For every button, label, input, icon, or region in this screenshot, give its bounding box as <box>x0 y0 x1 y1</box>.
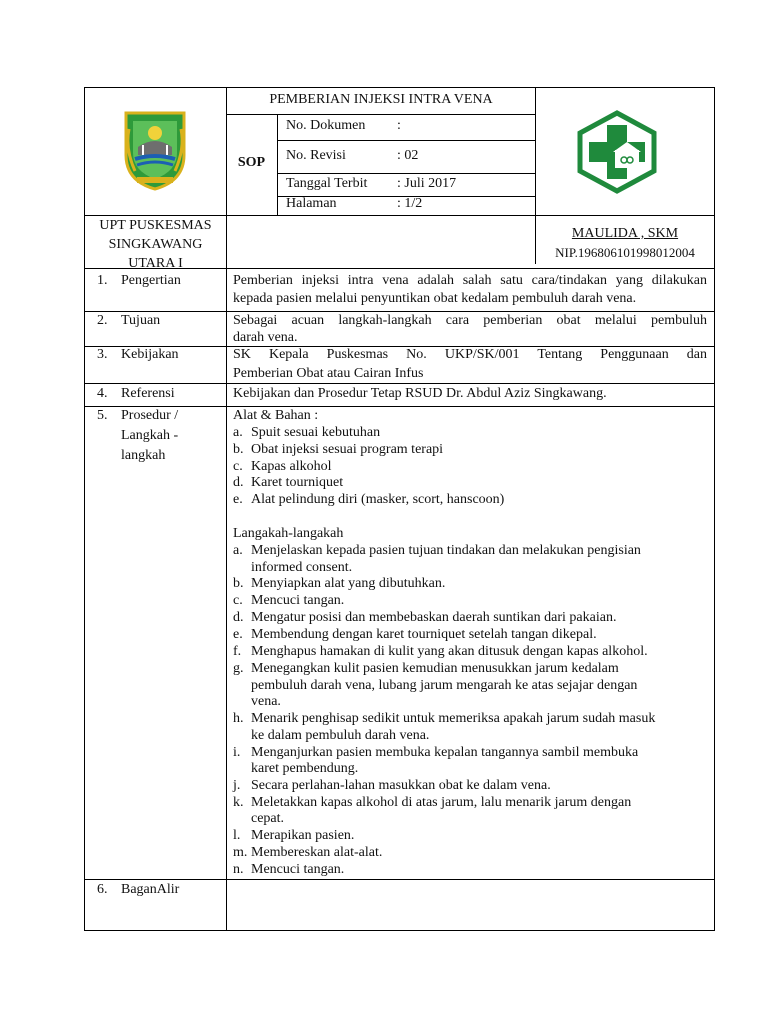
puskesmas-green-cross-icon <box>575 110 659 194</box>
list-item: Membendung dengan karet tourniquet setelah tangan dikepal. <box>251 627 597 642</box>
grid-line <box>277 140 536 141</box>
steps-heading: Langakah-langakah <box>233 526 344 541</box>
doc-number-value: : <box>397 118 401 133</box>
section-label: BaganAlir <box>121 882 180 897</box>
organization-line: SINGKAWANG <box>108 237 203 252</box>
list-item: Membereskan alat-alat. <box>251 845 383 860</box>
revision-value: : 02 <box>397 148 419 163</box>
section-number: 6. <box>97 882 108 897</box>
revision-label: No. Revisi <box>286 148 346 163</box>
list-item: Alat pelindung diri (masker, scort, hanscoon) <box>251 492 505 507</box>
section-number: 1. <box>97 273 108 288</box>
grid-line <box>277 173 536 174</box>
flowchart-area <box>227 881 714 930</box>
page-value: : 1/2 <box>397 196 423 211</box>
list-marker: e. <box>233 627 243 642</box>
section-text-line: darah vena. <box>233 330 298 345</box>
section-text-line: Pemberian injeksi intra vena adalah salah satu cara/tindakan yang dilakukan <box>233 273 707 288</box>
section-label: langkah <box>121 448 166 463</box>
section-label: Prosedur / <box>121 408 179 423</box>
signatory-nip: NIP.196806101998012004 <box>555 245 695 260</box>
section-text-line: Sebagai acuan langkah-langkah cara pemberian obat melalui pembuluh <box>233 313 707 328</box>
list-item: vena. <box>251 694 281 709</box>
section-label: Kebijakan <box>121 347 179 362</box>
list-item: Mencuci tangan. <box>251 862 345 877</box>
list-item: Menyiapkan alat yang dibutuhkan. <box>251 576 446 591</box>
section-number: 5. <box>97 408 108 423</box>
list-item: Mengatur posisi dan membebaskan daerah suntikan dari pakaian. <box>251 610 617 625</box>
list-item: Karet tourniquet <box>251 475 344 490</box>
list-item: Obat injeksi sesuai program terapi <box>251 442 444 457</box>
list-marker: h. <box>233 711 244 726</box>
section-label: Langkah - <box>121 428 179 443</box>
sop-document <box>84 87 715 931</box>
list-marker: c. <box>233 593 243 608</box>
list-item: Meletakkan kapas alkohol di atas jarum, lalu menarik jarum dengan <box>251 795 632 810</box>
list-item: Secara perlahan-lahan masukkan obat ke dalam vena. <box>251 778 551 793</box>
grid-line <box>277 114 278 216</box>
list-marker: a. <box>233 425 243 440</box>
section-label: Tujuan <box>121 313 161 328</box>
list-marker: c. <box>233 459 243 474</box>
section-number: 2. <box>97 313 108 328</box>
list-item: informed consent. <box>251 560 353 575</box>
signatory-name: MAULIDA , SKM <box>571 226 679 241</box>
list-marker: g. <box>233 661 244 676</box>
list-item: Kapas alkohol <box>251 459 332 474</box>
materials-heading: Alat & Bahan : <box>233 408 319 423</box>
list-marker: i. <box>233 745 241 760</box>
list-item: Merapikan pasien. <box>251 828 355 843</box>
list-marker: n. <box>233 862 244 877</box>
doc-number-label: No. Dokumen <box>286 118 366 133</box>
list-item: cepat. <box>251 811 285 826</box>
list-item: Menghapus hamakan di kulit yang akan ditusuk dengan kapas alkohol. <box>251 644 648 659</box>
list-marker: b. <box>233 442 244 457</box>
list-item: Menjelaskan kepada pasien tujuan tindakan dan melakukan pengisian <box>251 543 641 558</box>
list-item: Mencuci tangan. <box>251 593 345 608</box>
section-text-line: Kebijakan dan Prosedur Tetap RSUD Dr. Abdul Aziz Singkawang. <box>233 386 607 401</box>
list-marker: m. <box>233 845 248 860</box>
sop-label: SOP <box>237 155 266 170</box>
list-item: pembuluh darah vena, lubang jarum mengarah ke atas sejajar dengan <box>251 678 638 693</box>
list-marker: l. <box>233 828 241 843</box>
issue-date-label: Tanggal Terbit <box>286 176 368 191</box>
organization-line: UTARA I <box>128 256 183 271</box>
list-marker: f. <box>233 644 242 659</box>
list-marker: e. <box>233 492 243 507</box>
section-number: 3. <box>97 347 108 362</box>
section-text-line: Pemberian Obat atau Cairan Infus <box>233 366 424 381</box>
list-marker: a. <box>233 543 243 558</box>
list-marker: j. <box>233 778 241 793</box>
grid-line <box>85 383 714 384</box>
issue-date-value: : Juli 2017 <box>397 176 457 191</box>
section-number: 4. <box>97 386 108 401</box>
list-item: Menarik penghisap sedikit untuk memeriksa apakah jarum sudah masuk <box>251 711 656 726</box>
page-label: Halaman <box>286 196 337 211</box>
section-label: Pengertian <box>121 273 181 288</box>
list-item: Menegangkan kulit pasien kemudian menusukkan jarum kedalam <box>251 661 619 676</box>
list-item: karet pembendung. <box>251 761 359 776</box>
section-label: Referensi <box>121 386 175 401</box>
section-text-line: kepada pasien melalui penyuntikan obat kedalam pembuluh darah vena. <box>233 291 637 306</box>
list-marker: b. <box>233 576 244 591</box>
list-marker: k. <box>233 795 244 810</box>
document-title: PEMBERIAN INJEKSI INTRA VENA <box>269 92 493 107</box>
organization-line: UPT PUSKESMAS <box>99 218 212 233</box>
list-marker: d. <box>233 610 244 625</box>
grid-line <box>226 114 536 115</box>
list-item: ke dalam pembuluh darah vena. <box>251 728 430 743</box>
list-item: Menganjurkan pasien membuka kepalan tangannya sambil membuka <box>251 745 639 760</box>
list-marker: d. <box>233 475 244 490</box>
list-item: Spuit sesuai kebutuhan <box>251 425 381 440</box>
grid-line <box>85 406 714 407</box>
grid-line <box>85 879 714 880</box>
regional-coat-of-arms-icon <box>121 109 189 191</box>
section-text-line: SK Kepala Puskesmas No. UKP/SK/001 Tentang Penggunaan dan <box>233 347 707 362</box>
grid-line <box>85 311 714 312</box>
